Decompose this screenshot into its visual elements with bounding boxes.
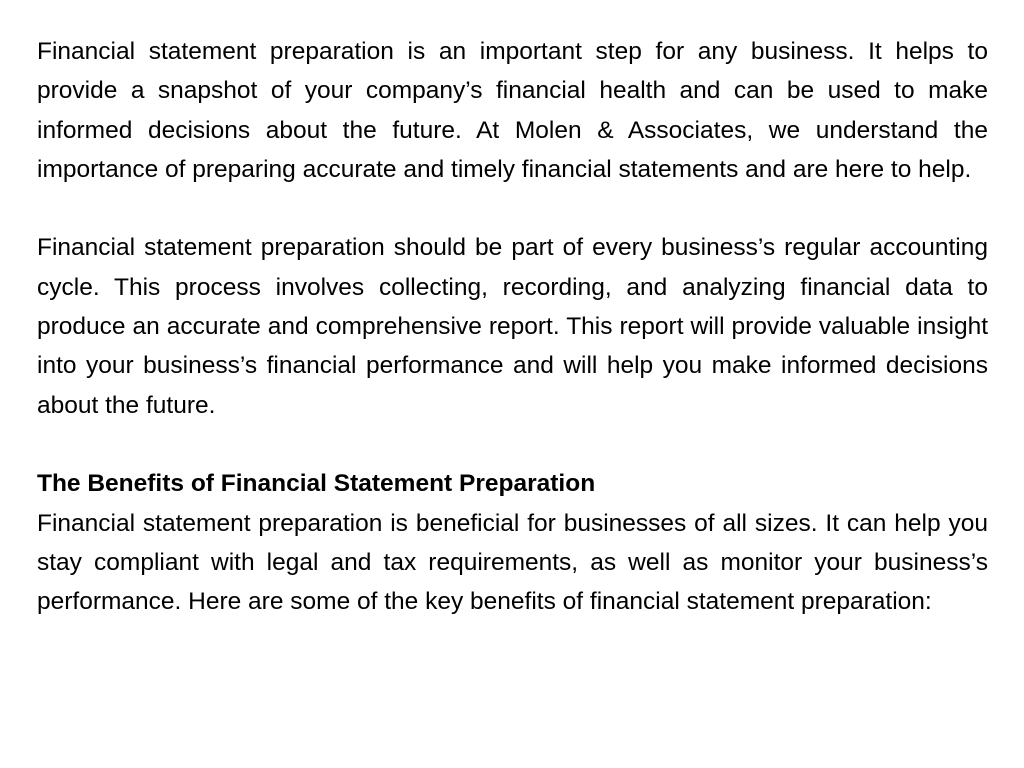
paragraph-spacer	[37, 425, 988, 464]
benefits-heading: The Benefits of Financial Statement Preparation	[37, 470, 596, 498]
intro-paragraph: Financial statement preparation is an important step for any business. It helps to provide a snapshot of your company’s financial health and can be used to make informed decisions about the future. At Molen & Associates, we understand the importance of preparing accurate and timely financial statements and are here to help.	[37, 38, 988, 183]
paragraph-spacer	[37, 189, 988, 228]
process-paragraph: Financial statement preparation should be part of every business’s regular accounting cycle. This process involves collecting, recording, and analyzing financial data to produce an accurate and comprehensive report. This report will provide valuable insight into your business’s financial performance and will help you make informed decisions about the future.	[37, 234, 988, 419]
benefits-paragraph: Financial statement preparation is beneficial for businesses of all sizes. It can help you stay compliant with legal and tax requirements, as well as monitor your business’s performance. Here are some of the key benefits of financial statement preparation:	[37, 509, 988, 616]
